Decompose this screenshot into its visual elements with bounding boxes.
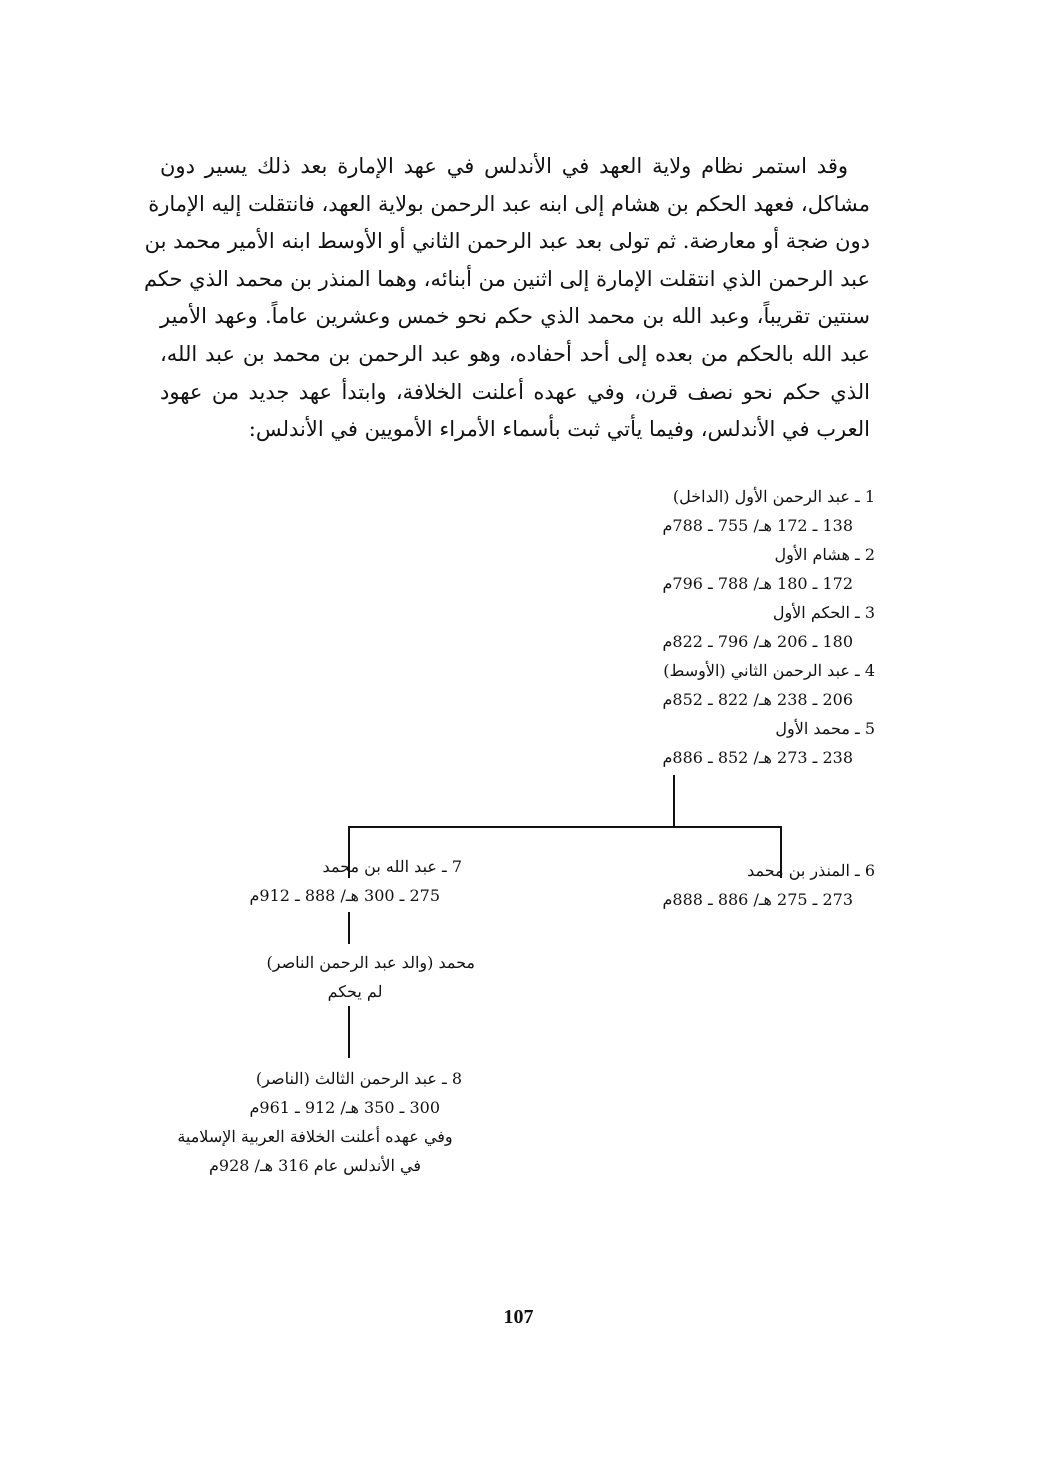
paragraph-line: وقد استمر نظام ولاية العهد في الأندلس في عهد الإمارة بعد ذلك يسير دون [160,154,848,178]
ruler-dates: 180 ـ 206 هـ/ 796 ـ 822م [662,632,853,651]
paragraph-line: عبد الله بالحكم من بعده إلى أحد أحفاده، وهو عبد الرحمن بن محمد بن عبد الله، [160,341,870,366]
caliphate-note-line: في الأندلس عام 316 هـ/ 928م [209,1156,421,1175]
ruler-dates: 206 ـ 238 هـ/ 822 ـ 852م [662,690,853,709]
ruler-name: 7 ـ عبد الله بن محمد [322,857,462,876]
non-ruler-name: محمد (والد عبد الرحمن الناصر) [266,953,475,972]
ruler-entry-8 [250,1064,463,1122]
ruler-entry-7 [250,852,463,910]
tree-line-crossbar [348,826,782,828]
ruler-name: 3 ـ الحكم الأول [772,603,875,622]
intro-paragraph [143,148,870,449]
tree-line-to-muhammad [348,912,350,944]
ruler-dates: 238 ـ 273 هـ/ 852 ـ 886م [662,748,853,767]
non-ruler-note: لم يحكم [327,982,383,1001]
ruler-dates: 275 ـ 300 هـ/ 888 ـ 912م [249,886,440,905]
paragraph-line: سنتين تقريباً، وعبد الله بن محمد الذي حكم نحو خمس وعشرين عاماً. وعهد الأمير [160,304,870,329]
ruler-name: 8 ـ عبد الرحمن الثالث (الناصر) [255,1069,462,1088]
paragraph-line: مشاكل، فعهد الحكم بن هشام إلى ابنه عبد الرحمن بولاية العهد، فانتقلت إليه الإمارة [148,191,870,216]
ruler-name: 6 ـ المنذر بن محمد [747,861,875,880]
ruler-dates: 172 ـ 180 هـ/ 788 ـ 796م [662,574,853,593]
caliphate-note [150,1122,480,1180]
paragraph-line: العرب في الأندلس، وفيما يأتي ثبت بأسماء الأمراء الأمويين في الأندلس: [248,417,870,442]
ruler-entry-3 [663,598,876,656]
page-number: 107 [503,1306,534,1328]
ruler-entry-4 [663,656,876,714]
tree-line-stem [673,775,675,827]
paragraph-line: الذي حكم نحو نصف قرن، وفي عهده أعلنت الخلافة، وابتدأ عهد جديد من عهود [160,379,870,404]
ruler-entry-2 [663,540,876,598]
ruler-name: 4 ـ عبد الرحمن الثاني (الأوسط) [663,661,875,680]
ruler-entry-5 [663,714,876,772]
ruler-dates: 138 ـ 172 هـ/ 755 ـ 788م [662,516,853,535]
ruler-name: 2 ـ هشام الأول [774,545,875,564]
tree-line-to-nasir [348,1006,350,1058]
paragraph-line: دون ضجة أو معارضة. ثم تولى بعد عبد الرحمن الثاني أو الأوسط ابنه الأمير محمد بن [144,229,870,254]
ruler-dates: 300 ـ 350 هـ/ 912 ـ 961م [249,1098,440,1117]
ruler-dates: 273 ـ 275 هـ/ 886 ـ 888م [662,890,853,909]
paragraph-line: عبد الرحمن الذي انتقلت الإمارة إلى اثنين من أبنائه، وهما المنذر بن محمد الذي حكم [143,266,870,291]
ruler-name: 1 ـ عبد الرحمن الأول (الداخل) [672,487,875,506]
ruler-name: 5 ـ محمد الأول [775,719,875,738]
caliphate-note-line: وفي عهده أعلنت الخلافة العربية الإسلامية [177,1127,453,1146]
ruler-entry-6 [663,856,876,914]
ruler-entry-1 [663,482,876,540]
non-ruler-entry [235,948,475,1006]
